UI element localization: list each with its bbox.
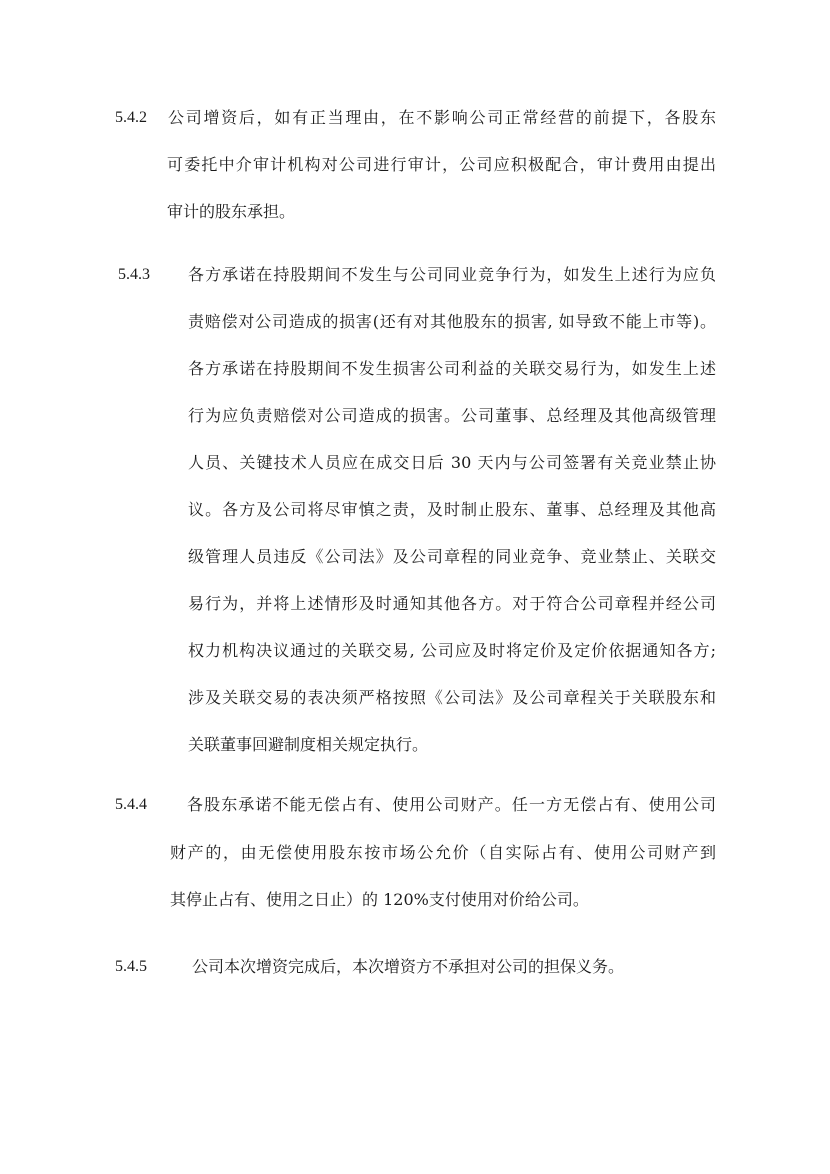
- clause-text-line: 审计的股东承担。: [167, 202, 296, 221]
- clause-number: 5.4.3: [118, 266, 150, 283]
- clause-text-line: 各方承诺在持股期间不发生损害公司利益的关联交易行为，如发生上述: [188, 359, 716, 378]
- clause-text-line: 级管理人员违反《公司法》及公司章程的同业竞争、竞业禁止、关联交: [188, 547, 716, 566]
- clause-text-line: 关联董事回避制度相关规定执行。: [188, 735, 429, 754]
- clause-text-line: 公司增资后，如有正当理由，在不影响公司正常经营的前提下，各股东: [168, 108, 716, 127]
- clause-text-line: 责赔偿对公司造成的损害(还有对其他股东的损害, 如导致不能上市等)。: [188, 312, 716, 331]
- clause-text-line: 公司本次增资完成后，本次增资方不承担对公司的担保义务。: [192, 957, 625, 976]
- clause-text-line: 权力机构决议通过的关联交易, 公司应及时将定价及定价依据通知各方;: [188, 641, 716, 660]
- clause-number: 5.4.5: [115, 958, 147, 975]
- clause-text-line: 易行为，并将上述情形及时通知其他各方。对于符合公司章程并经公司: [188, 594, 716, 613]
- clause-number: 5.4.2: [115, 109, 147, 126]
- clause-text-line: 行为应负责赔偿对公司造成的损害。公司董事、总经理及其他高级管理: [188, 406, 716, 425]
- clause-text-line: 财产的，由无偿使用股东按市场公允价（自实际占有、使用公司财产到: [170, 843, 716, 862]
- clause-text-line: 其停止占有、使用之日止）的 120%支付使用对价给公司。: [170, 890, 589, 909]
- clause-text-line: 议。各方及公司将尽审慎之责，及时制止股东、董事、总经理及其他高: [188, 500, 716, 519]
- clause-text-line: 人员、关键技术人员应在成交日后 30 天内与公司签署有关竞业禁止协: [188, 453, 716, 472]
- clause-number: 5.4.4: [115, 796, 147, 813]
- clause-text-line: 各方承诺在持股期间不发生与公司同业竞争行为，如发生上述行为应负: [188, 265, 716, 284]
- clause-text-line: 可委托中介审计机构对公司进行审计，公司应积极配合，审计费用由提出: [167, 155, 716, 174]
- clause-text-line: 各股东承诺不能无偿占有、使用公司财产。任一方无偿占有、使用公司: [187, 795, 716, 814]
- clause-text-line: 涉及关联交易的表决须严格按照《公司法》及公司章程关于关联股东和: [188, 688, 716, 707]
